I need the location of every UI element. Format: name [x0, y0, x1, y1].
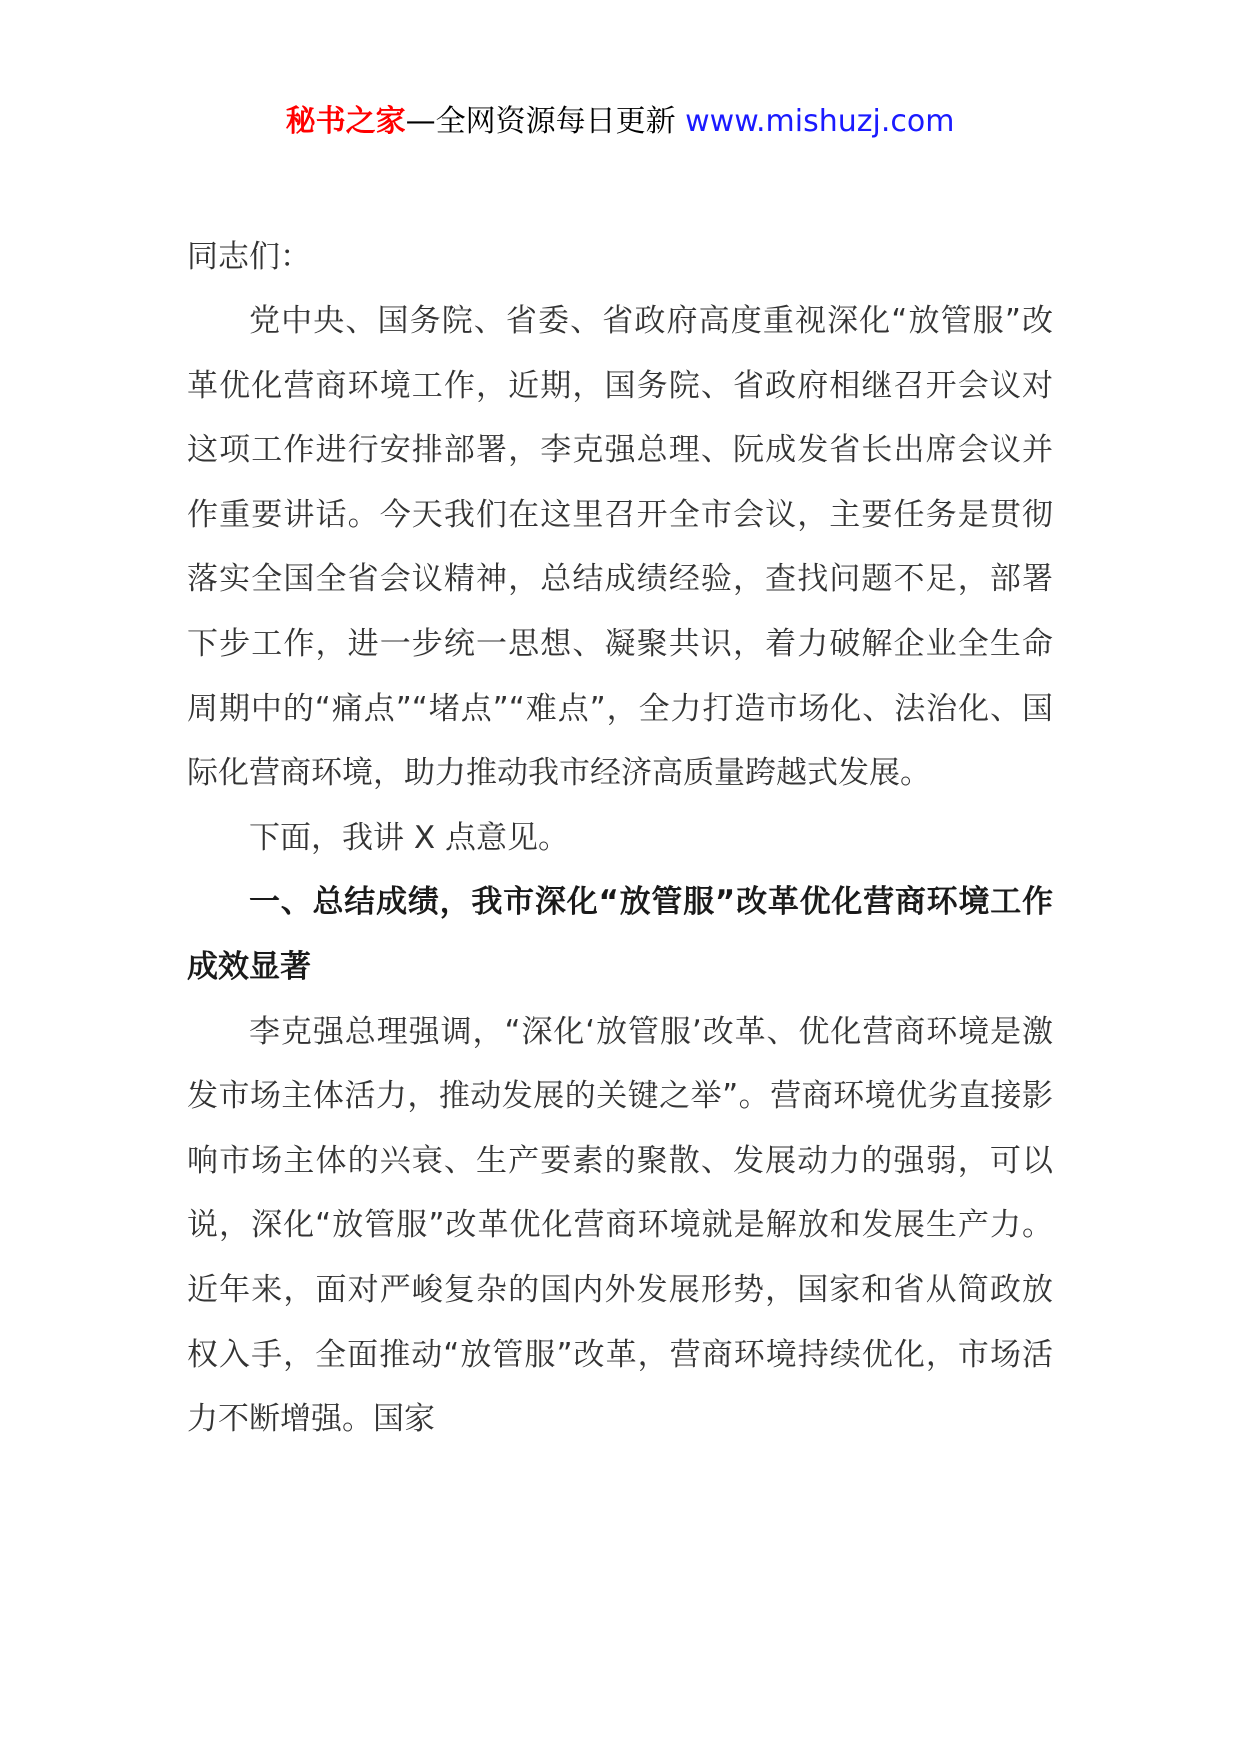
header-tagline: —全网资源每日更新: [405, 104, 686, 139]
site-url-link[interactable]: www.mishuzj.com: [685, 104, 955, 139]
document-body: [187, 225, 1053, 1452]
brand-name: 秘书之家: [285, 104, 406, 139]
section-heading-1: 一、总结成绩，我市深化“放管服”改革优化营商环境工作成效显著: [187, 884, 1053, 985]
salutation: 同志们：: [187, 239, 311, 275]
site-header: [0, 100, 1240, 144]
paragraph-outline: 下面，我讲 X 点意见。: [249, 819, 569, 856]
paragraph-intro: 党中央、国务院、省委、省政府高度重视深化“放管服”改革优化营商环境工作，近期，国务院、省政府相继召开会议对这项工作进行安排部署，李克强总理、阮成发省长出席会议并作重要讲话。今天我们在这里召开全市会议，主要任务是贯彻落实全国全省会议精神，总结成绩经验，查找问题不足，部署下步工作，进一步统一思想、凝聚共识，着力破解企业全生命周期中的“痛点”“堵点”“难点”，全力打造市场化、法治化、国际化营商环境，助力推动我市经济高质量跨越式发展。: [187, 303, 1053, 792]
paragraph-section-1: 李克强总理强调，“深化‘放管服’改革、优化营商环境是激发市场主体活力，推动发展的关键之举”。营商环境优劣直接影响市场主体的兴衰、生产要素的聚散、发展动力的强弱，可以说，深化“放管服”改革优化营商环境就是解放和发展生产力。近年来，面对严峻复杂的国内外发展形势，国家和省从简政放权入手，全面推动“放管服”改革，营商环境持续优化，市场活力不断增强。国家: [187, 1013, 1053, 1438]
